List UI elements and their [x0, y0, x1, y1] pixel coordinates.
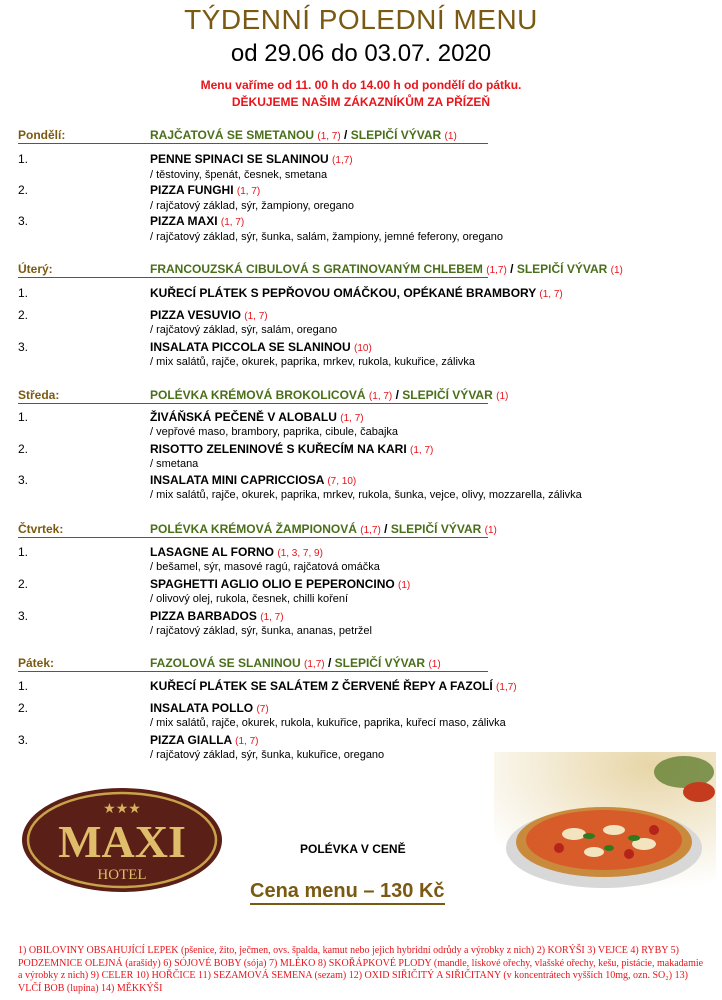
thanks-note: DĚKUJEME NAŠIM ZÁKAZNÍKŮM ZA PŘÍZEŇ [231, 95, 491, 109]
dish-description: / rajčatový základ, sýr, žampiony, oregano [150, 200, 355, 212]
hours-note: Menu vaříme od 11. 00 h do 14.00 h od pondělí do pátku. [200, 78, 522, 92]
dish-allergens: (7) [256, 704, 269, 715]
dish-description: / mix salátů, rajče, okurek, rukola, kukuřice, paprika, kuřecí maso, zálivka [150, 717, 506, 729]
dish-allergens: (1, 7) [236, 186, 261, 197]
dish-allergens: (1,7) [496, 682, 517, 693]
soup2-allergens: (1) [496, 391, 509, 402]
day-header [18, 388, 509, 404]
soup-name: FRANCOUZSKÁ CIBULOVÁ S GRATINOVANÝM CHLEBEM [150, 262, 483, 276]
soup2-name: SLEPIČÍ VÝVAR [516, 262, 608, 276]
soup-allergens: (1,7) [360, 525, 381, 536]
item-number: 1. [18, 152, 29, 166]
day-name: Pátek: [18, 656, 55, 670]
day-name: Středa: [18, 388, 60, 402]
item-number: 3. [18, 340, 29, 354]
item-number: 2. [18, 308, 29, 322]
menu-title: TÝDENNÍ POLEDNÍ MENU [184, 4, 538, 35]
dish-allergens: (1, 7) [235, 736, 259, 747]
item-number: 3. [18, 609, 29, 623]
logo-sub: HOTEL [97, 867, 147, 883]
dish-allergens: (1, 7) [410, 445, 434, 456]
soup-name: RAJČATOVÁ SE SMETANOU [150, 128, 315, 142]
dish-name: ŽIVÁŇSKÁ PEČENĚ V ALOBALU (1, 7) [150, 410, 364, 424]
menu-dates: od 29.06 do 03.07. 2020 [230, 40, 492, 67]
dish-description: / mix salátů, rajče, okurek, paprika, mrkev, rukola, šunka, vejce, olivy, mozzarella, zálivka [150, 489, 582, 501]
soup-name: POLÉVKA KRÉMOVÁ BROKOLICOVÁ [150, 388, 366, 402]
day-name: Úterý: [18, 262, 53, 276]
logo-stars: ★★★ [103, 801, 141, 817]
day-name: Čtvrtek: [18, 522, 64, 536]
dish-description: / rajčatový základ, sýr, šunka, kukuřice, oregano [150, 749, 385, 761]
dish-description: / olivový olej, rukola, česnek, chilli koření [150, 593, 349, 605]
dish-description: / mix salátů, rajče, okurek, paprika, mrkev, rukola, kukuřice, zálivka [150, 356, 476, 368]
dish-description: / těstoviny, špenát, česnek, smetana [150, 169, 328, 181]
dish-name: PIZZA BARBADOS (1, 7) [150, 609, 284, 623]
soup2-name: SLEPIČÍ VÝVAR [402, 388, 493, 402]
soup2-name: SLEPIČÍ VÝVAR [390, 522, 482, 536]
allergen-legend: 1) OBILOVINY OBSAHUJÍCÍ LEPEK (pšenice, žito, ječmen, ovs. špalda, kamut nebo jejich hybridní odrůdy a výrobky z nich) 2) KORÝŠI 3) VEJCE 4) RYBY 5) PODZEMNICE OLEJNÁ (arašídy) 6) SÓJOVÉ BOBY (sója) 7) MLÉKO 8) SKOŘÁPKOVÉ PLODY (mandle, lískové ořechy, vlašské ořechy, kešu, pistácie, makadamie a výrobky z nich) 9) CELER 10) HOŘČICE 11) SEZAMOVÁ SEMENA (sezam) 12) OXID SIŘIČITÝ A SIŘIČITANY (v koncentrátech vyšších 10mg, ozn. SO₂) 13) VLČÍ BOB (lupina) 14) MĚKKÝŠI [18, 945, 704, 994]
menu-price: Cena menu – 130 Kč [250, 880, 445, 905]
day-header [18, 128, 488, 144]
soup-allergens: (1,7) [304, 659, 325, 670]
dish-name: INSALATA MINI CAPRICCIOSA (7, 10) [150, 473, 357, 487]
dish-allergens: (1, 3, 7, 9) [277, 548, 323, 559]
soup-included-note: POLÉVKA V CENĚ [300, 842, 406, 856]
item-number: 2. [18, 577, 29, 591]
item-number: 2. [18, 442, 29, 456]
dish-name: INSALATA POLLO (7) [150, 701, 269, 715]
soup-allergens: (1,7) [486, 265, 507, 276]
day-soups: FAZOLOVÁ SE SLANINOU (1,7) / SLEPIČÍ VÝVAR (1) [150, 656, 441, 670]
item-number: 2. [18, 183, 29, 197]
soup-allergens: (1, 7) [317, 131, 341, 142]
dish-allergens: (7, 10) [327, 476, 357, 487]
soup2-name: SLEPIČÍ VÝVAR [350, 128, 442, 142]
soup2-name: SLEPIČÍ VÝVAR [334, 656, 426, 670]
soup-name: POLÉVKA KRÉMOVÁ ŽAMPIONOVÁ [150, 522, 357, 536]
day-soups: RAJČATOVÁ SE SMETANOU (1, 7) / SLEPIČÍ VÝVAR (1) [150, 128, 457, 142]
pizza-image [494, 752, 716, 890]
dish-name: KUŘECÍ PLÁTEK SE SALÁTEM Z ČERVENÉ ŘEPY A FAZOLÍ (1,7) [150, 679, 517, 693]
day-soups: FRANCOUZSKÁ CIBULOVÁ S GRATINOVANÝM CHLEBEM (1,7) / SLEPIČÍ VÝVAR (1) [150, 262, 623, 276]
dish-description: / rajčatový základ, sýr, šunka, ananas, petržel [150, 625, 372, 637]
dish-name: PIZZA MAXI (1, 7) [150, 214, 245, 228]
dish-name: PIZZA GIALLA (1, 7) [150, 733, 259, 747]
dish-description: / rajčatový základ, sýr, salám, oregano [150, 324, 338, 336]
dish-description: / rajčatový základ, sýr, šunka, salám, žampiony, jemné feferony, oregano [150, 231, 503, 243]
dish-name: SPAGHETTI AGLIO OLIO E PEPERONCINO (1) [150, 577, 411, 591]
maxi-hotel-logo [20, 786, 225, 894]
item-number: 3. [18, 473, 29, 487]
dish-name: PENNE SPINACI SE SLANINOU (1,7) [150, 152, 353, 166]
dish-name: LASAGNE AL FORNO (1, 3, 7, 9) [150, 545, 323, 559]
soup-allergens: (1, 7) [368, 391, 393, 402]
dish-allergens: (1,7) [332, 155, 353, 166]
dish-description: / smetana [150, 458, 199, 470]
day-soups: POLÉVKA KRÉMOVÁ BROKOLICOVÁ (1, 7) / SLEPIČÍ VÝVAR (1) [150, 388, 509, 402]
item-number: 3. [18, 733, 29, 747]
dish-name: INSALATA PICCOLA SE SLANINOU (10) [150, 340, 372, 354]
item-number: 2. [18, 701, 29, 715]
dish-name: PIZZA VESUVIO (1, 7) [150, 308, 268, 322]
item-number: 1. [18, 286, 29, 300]
dish-name: KUŘECÍ PLÁTEK S PEPŘOVOU OMÁČKOU, OPÉKANÉ BRAMBORY (1, 7) [150, 286, 563, 300]
dish-name: PIZZA FUNGHI (1, 7) [150, 183, 261, 197]
item-number: 1. [18, 545, 29, 559]
dish-allergens: (1, 7) [260, 612, 284, 623]
logo-brand: MAXI [58, 816, 186, 867]
dish-allergens: (1, 7) [220, 217, 245, 228]
day-soups: POLÉVKA KRÉMOVÁ ŽAMPIONOVÁ (1,7) / SLEPIČÍ VÝVAR (1) [150, 522, 497, 536]
soup2-allergens: (1) [484, 525, 497, 536]
day-header [18, 656, 488, 672]
dish-name: RISOTTO ZELENINOVÉ S KUŘECÍM NA KARI (1, 7) [150, 442, 434, 456]
soup2-allergens: (1) [428, 659, 441, 670]
item-number: 1. [18, 410, 29, 424]
dish-allergens: (10) [354, 343, 372, 354]
day-header [18, 522, 497, 538]
dish-description: / bešamel, sýr, masové ragú, rajčatová omáčka [150, 561, 380, 573]
dish-allergens: (1, 7) [244, 311, 268, 322]
item-number: 1. [18, 679, 29, 693]
dish-allergens: (1) [398, 580, 411, 591]
dish-allergens: (1, 7) [340, 413, 364, 424]
soup2-allergens: (1) [610, 265, 623, 276]
soup-name: FAZOLOVÁ SE SLANINOU [150, 656, 301, 670]
day-name: Pondělí: [18, 128, 66, 142]
day-header [18, 262, 623, 278]
item-number: 3. [18, 214, 29, 228]
soup2-allergens: (1) [444, 131, 457, 142]
dish-description: / vepřové maso, brambory, paprika, cibule, čabajka [150, 426, 399, 438]
dish-allergens: (1, 7) [539, 289, 563, 300]
